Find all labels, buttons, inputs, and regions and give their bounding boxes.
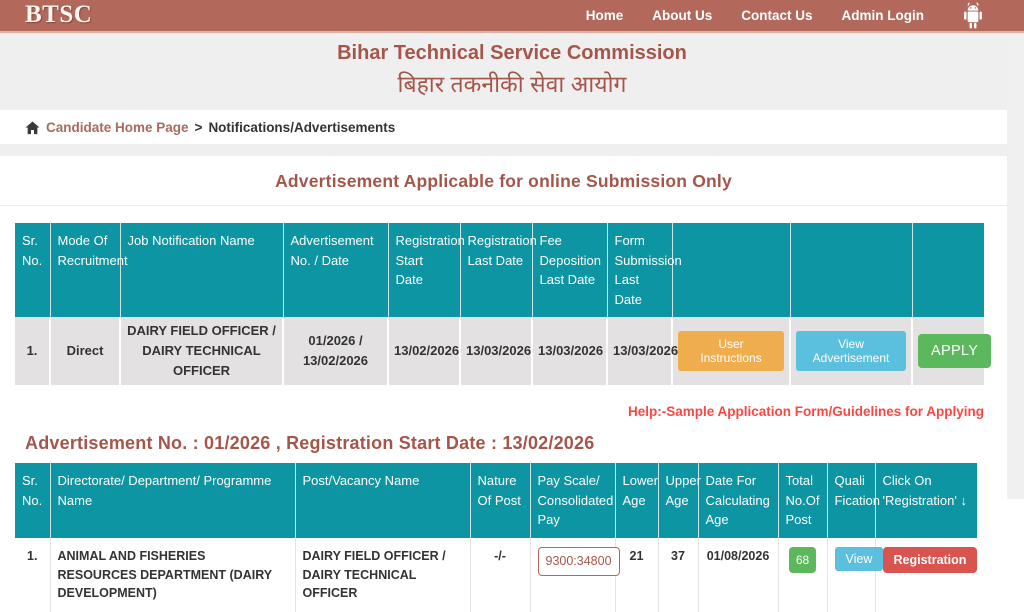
cell2-post-name: DAIRY FIELD OFFICER / DAIRY TECHNICAL OFFICER: [295, 538, 470, 612]
cell-fee-last: 13/03/2026: [532, 317, 607, 385]
section-divider: [0, 144, 1007, 156]
site-logo[interactable]: BTSC: [25, 1, 93, 28]
col2-date-for-calculating-age: Date For Calculating Age: [698, 463, 778, 538]
cell2-lower-age: 21: [615, 538, 658, 612]
col-job-notification-name: Job Notification Name: [120, 223, 283, 317]
cell-job-name: DAIRY FIELD OFFICER / DAIRY TECHNICAL OFFICER: [120, 317, 283, 385]
page-title: Advertisement Applicable for online Submission Only: [275, 171, 732, 191]
vacancy-table-header-row: [15, 463, 977, 538]
col-sr-no: Sr. No.: [15, 223, 50, 317]
nav-contact-us[interactable]: Contact Us: [741, 8, 813, 23]
col2-total-no-of-post: Total No.Of Post: [778, 463, 827, 538]
page-title-wrap: [0, 156, 1007, 206]
pay-scale-box: 9300:34800: [538, 547, 620, 576]
main-content: [0, 156, 1007, 612]
scrollbar-track[interactable]: [1007, 35, 1024, 499]
vacancy-table: [15, 463, 977, 612]
col-form-submission-last-date: Form Submission Last Date: [607, 223, 672, 317]
col2-post-vacancy-name: Post/Vacancy Name: [295, 463, 470, 538]
cell-reg-start: 13/02/2026: [388, 317, 460, 385]
cell-mode: Direct: [50, 317, 120, 385]
cell2-nature-of-post: -/-: [470, 538, 530, 612]
total-posts-badge: 68: [789, 547, 816, 573]
cell2-department: ANIMAL AND FISHERIES RESOURCES DEPARTMENT (DAIRY DEVELOPMENT): [50, 538, 295, 612]
advertisement-subheading: Advertisement No. : 01/2026 , Registration Start Date : 13/02/2026: [25, 433, 595, 454]
col-fee-deposition-last-date: Fee Deposition Last Date: [532, 223, 607, 317]
cell-adv-no-date: 01/2026 / 13/02/2026: [283, 317, 388, 385]
col-apply: [912, 223, 984, 317]
cell2-age-calc-date: 01/08/2026: [698, 538, 778, 612]
vacancy-table-row: [15, 538, 977, 612]
view-qualification-button[interactable]: View: [835, 547, 884, 571]
help-sample-application-link[interactable]: Help:-Sample Application Form/Guidelines for Applying: [627, 404, 984, 420]
advertisement-table-row: [15, 317, 984, 385]
home-icon: [25, 121, 40, 135]
cell2-upper-age: 37: [658, 538, 698, 612]
breadcrumb-candidate-home[interactable]: Candidate Home Page: [46, 120, 189, 135]
cell-sr-no: 1.: [15, 317, 50, 385]
breadcrumb: [0, 110, 1007, 144]
advertisement-table: [15, 223, 984, 385]
col2-upper-age: Upper Age: [658, 463, 698, 538]
site-title-hindi: बिहार तकनीकी सेवा आयोग: [397, 71, 627, 97]
nav-about-us[interactable]: About Us: [652, 8, 713, 23]
top-navbar: [0, 0, 1024, 33]
nav-home[interactable]: Home: [585, 8, 624, 23]
col2-lower-age: Lower Age: [615, 463, 658, 538]
col-registration-last-date: Registration Last Date: [460, 223, 532, 317]
col2-click-on-registration: Click On 'Registration' ↓: [875, 463, 977, 538]
masthead: [0, 33, 1024, 110]
apply-button[interactable]: APPLY: [918, 334, 991, 368]
android-icon[interactable]: [959, 1, 987, 30]
col2-qualification: Quali Fication: [827, 463, 875, 538]
breadcrumb-current: Notifications/Advertisements: [208, 120, 396, 135]
col-advertisement-no-date: Advertisement No. / Date: [283, 223, 388, 317]
view-advertisement-button[interactable]: View Advertisement: [796, 331, 906, 371]
registration-button[interactable]: Registration: [883, 547, 978, 573]
cell-reg-last: 13/03/2026: [460, 317, 532, 385]
col2-nature-of-post: Nature Of Post: [470, 463, 530, 538]
advertisement-table-header-row: [15, 223, 984, 317]
main-nav: [586, 1, 999, 30]
cell2-sr-no: 1.: [15, 538, 50, 612]
col2-department: Directorate/ Department/ Programme Name: [50, 463, 295, 538]
col-registration-start-date: Registration Start Date: [388, 223, 460, 317]
col-view-advertisement: [790, 223, 912, 317]
col-user-instructions: [672, 223, 790, 317]
site-title-english: Bihar Technical Service Commission: [337, 42, 687, 64]
user-instructions-button[interactable]: User Instructions: [678, 331, 784, 371]
col2-sr-no: Sr. No.: [15, 463, 50, 538]
breadcrumb-separator: >: [194, 120, 203, 135]
col2-pay-scale: Pay Scale/ Consolidated Pay: [530, 463, 615, 538]
cell-form-last: 13/03/2026: [607, 317, 672, 385]
help-line: [0, 385, 1007, 421]
nav-admin-login[interactable]: Admin Login: [841, 8, 924, 23]
col-mode-of-recruitment: Mode Of Recruitment: [50, 223, 120, 317]
